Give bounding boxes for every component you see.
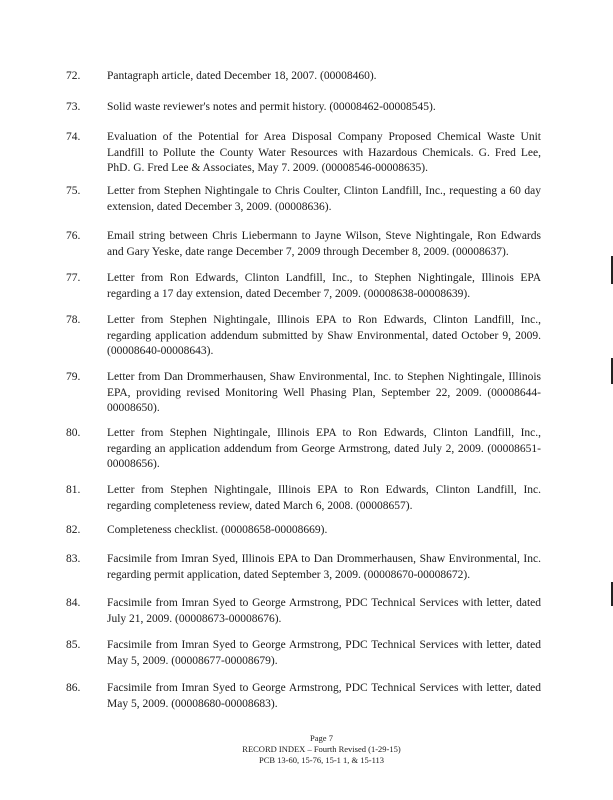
entry-text: Letter from Ron Edwards, Clinton Landfill, Inc., to Stephen Nightingale, Illinois EPA regarding a 17 day extension, dated December 7, 2009. (00008638-00008639). xyxy=(107,272,541,300)
entry-text: Evaluation of the Potential for Area Disposal Company Proposed Chemical Waste Unit Landfill to Pollute the County Water Resources with Hazardous Chemicals. G. Fred Lee, PhD. G. Fred Lee & Associates, May 7. 2009. (00008546-00008635). xyxy=(107,131,541,174)
footer-case-numbers: PCB 13-60, 15-76, 15-1 1, & 15-113 xyxy=(258,755,385,765)
entry-number: 83. xyxy=(66,553,81,565)
entry-text: Facsimile from Imran Syed to George Armstrong, PDC Technical Services with letter, dated July 21, 2009. (00008673-00008676). xyxy=(107,597,541,625)
entry-text: Completeness checklist. (00008658-00008669). xyxy=(107,524,328,536)
entry-number: 79. xyxy=(66,371,81,383)
entry-number: 82. xyxy=(66,524,81,536)
entry-text: Email string between Chris Liebermann to Jayne Wilson, Steve Nightingale, Ron Edwards and Gary Yeske, date range December 7, 2009 through December 8, 2009. (00008637). xyxy=(107,230,541,258)
entry-text: Facsimile from Imran Syed, Illinois EPA to Dan Drommerhausen, Shaw Environmental, Inc. regarding permit application, dated September 3, 2009. (00008670-00008672). xyxy=(107,553,541,581)
entry-number: 84. xyxy=(66,597,81,609)
footer-title: RECORD INDEX – Fourth Revised (1-29-15) xyxy=(242,744,401,754)
page-number: Page 7 xyxy=(310,733,333,743)
entry-text: Facsimile from Imran Syed to George Armstrong, PDC Technical Services with letter, dated May 5, 2009. (00008677-00008679). xyxy=(107,639,541,667)
entry-text: Solid waste reviewer's notes and permit history. (00008462-00008545). xyxy=(107,101,436,113)
entry-number: 77. xyxy=(66,272,81,284)
entry-text: Letter from Stephen Nightingale, Illinois EPA to Ron Edwards, Clinton Landfill, Inc., regarding application addendum submitted by Shaw Environmental, dated October 9, 2009. (00008640-00008643). xyxy=(107,314,541,357)
entry-number: 75. xyxy=(66,185,81,197)
entry-number: 73. xyxy=(66,101,81,113)
entry-number: 80. xyxy=(66,427,81,439)
entry-number: 85. xyxy=(66,639,81,651)
entry-text: Pantagraph article, dated December 18, 2007. (00008460). xyxy=(107,70,377,82)
page-footer xyxy=(0,733,613,766)
entry-number: 81. xyxy=(66,484,81,496)
entry-text: Letter from Stephen Nightingale, Illinois EPA to Ron Edwards, Clinton Landfill, Inc. regarding completeness review, dated March 6, 2008. (00008657). xyxy=(107,484,541,512)
entry-number: 86. xyxy=(66,682,81,694)
entry-text: Letter from Stephen Nightingale to Chris Coulter, Clinton Landfill, Inc., requesting a 60 day extension, dated December 3, 2009. (00008636). xyxy=(107,185,541,213)
entry-number: 72. xyxy=(66,70,81,82)
entry-number: 76. xyxy=(66,230,81,242)
entry-text: Letter from Stephen Nightingale, Illinois EPA to Ron Edwards, Clinton Landfill, Inc., regarding an application addendum from George Armstrong, dated July 2, 2009. (00008651-00008656). xyxy=(107,427,541,470)
entry-text: Letter from Dan Drommerhausen, Shaw Environmental, Inc. to Stephen Nightingale, Illinois EPA, providing revised Monitoring Well Phasing Plan, September 22, 2009. (00008644-00008650). xyxy=(107,371,541,414)
entry-text: Facsimile from Imran Syed to George Armstrong, PDC Technical Services with letter, dated May 5, 2009. (00008680-00008683). xyxy=(107,682,541,710)
entry-number: 74. xyxy=(66,131,81,143)
entry-number: 78. xyxy=(66,314,81,326)
